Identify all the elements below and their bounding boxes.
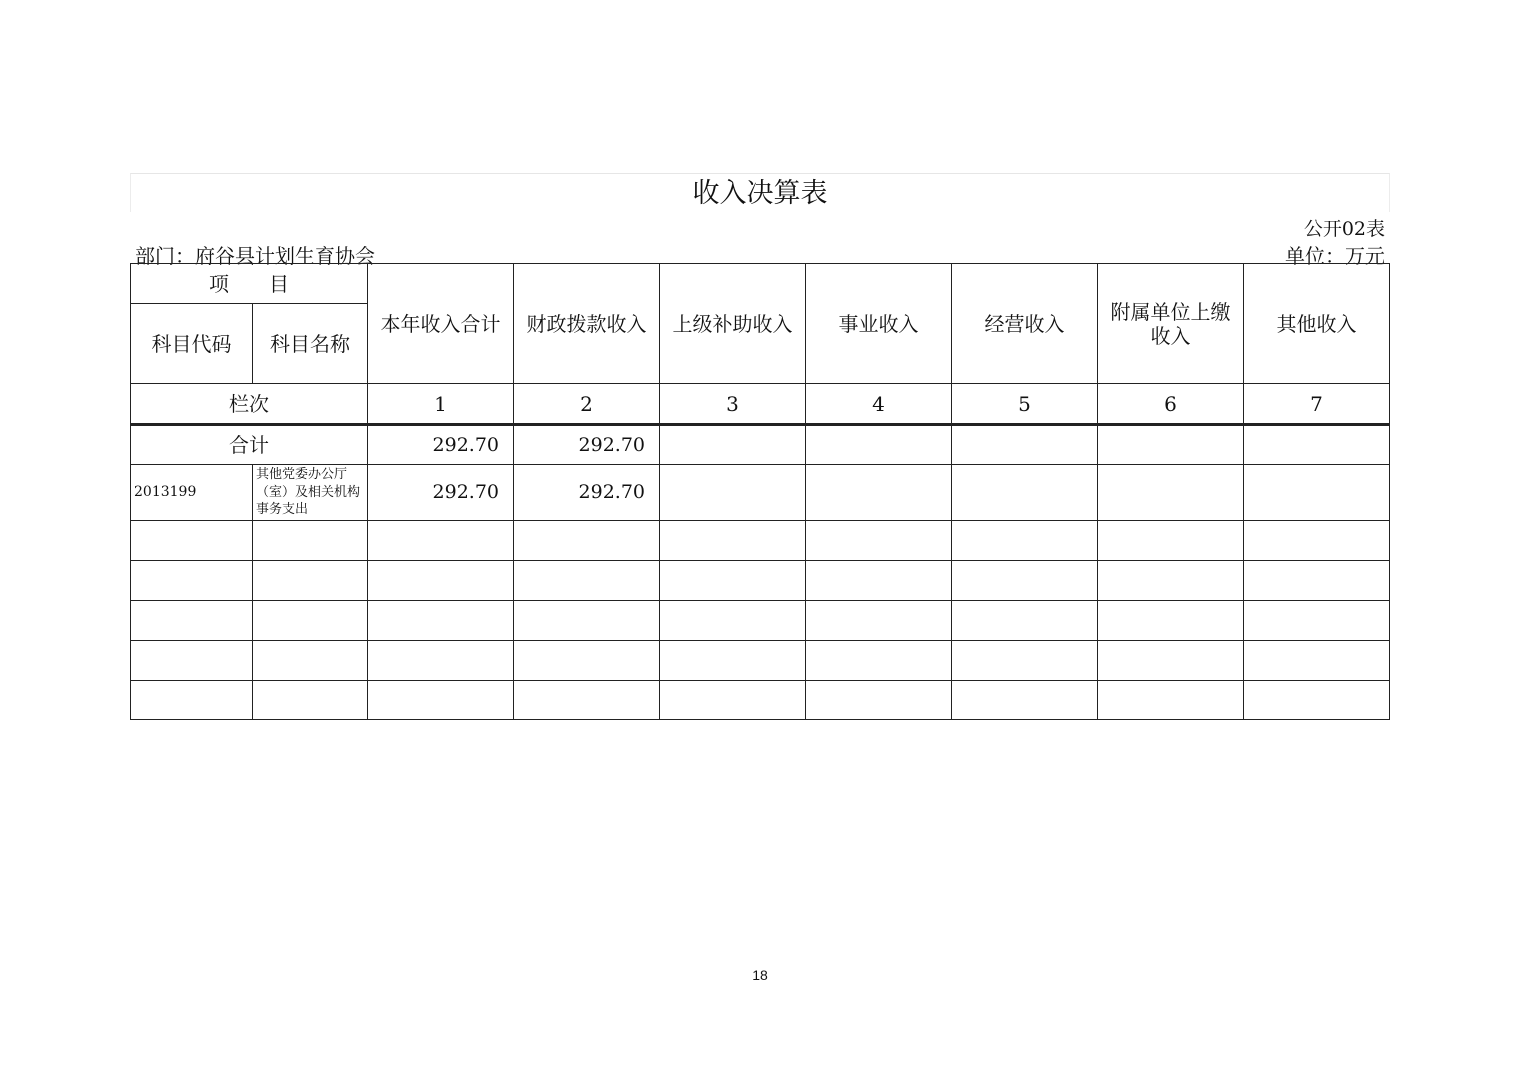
table-row bbox=[131, 601, 1390, 641]
row-value bbox=[368, 601, 514, 641]
header-col-superior-subsidy: 上级补助收入 bbox=[660, 264, 806, 384]
row-value: 292.70 bbox=[514, 465, 660, 521]
subject-code: 2013199 bbox=[131, 465, 253, 521]
row-value bbox=[1098, 681, 1244, 720]
row-value bbox=[1098, 601, 1244, 641]
table-row bbox=[131, 521, 1390, 561]
row-value bbox=[1244, 465, 1390, 521]
header-col-operating: 经营收入 bbox=[952, 264, 1098, 384]
row-value bbox=[368, 641, 514, 681]
column-index: 7 bbox=[1244, 384, 1390, 425]
subject-code bbox=[131, 681, 253, 720]
total-value bbox=[952, 425, 1098, 465]
row-value bbox=[514, 641, 660, 681]
subject-name: 其他党委办公厅（室）及相关机构事务支出 bbox=[253, 465, 368, 521]
row-value bbox=[660, 641, 806, 681]
row-value bbox=[660, 465, 806, 521]
row-value bbox=[514, 521, 660, 561]
total-label: 合计 bbox=[131, 425, 368, 465]
row-value bbox=[660, 561, 806, 601]
table-row bbox=[131, 561, 1390, 601]
row-value bbox=[368, 561, 514, 601]
column-index: 4 bbox=[806, 384, 952, 425]
unit-label: 单位：万元 bbox=[1285, 244, 1385, 268]
subject-name bbox=[253, 641, 368, 681]
report-title: 收入决算表 bbox=[130, 173, 1390, 212]
row-value bbox=[1098, 561, 1244, 601]
table-row bbox=[131, 681, 1390, 720]
header-col-business: 事业收入 bbox=[806, 264, 952, 384]
subject-code bbox=[131, 641, 253, 681]
row-value bbox=[514, 681, 660, 720]
row-value bbox=[806, 681, 952, 720]
subject-name bbox=[253, 521, 368, 561]
header-col-total: 本年收入合计 bbox=[368, 264, 514, 384]
row-value bbox=[1244, 561, 1390, 601]
row-value: 292.70 bbox=[368, 465, 514, 521]
row-value bbox=[806, 521, 952, 561]
header-col-other: 其他收入 bbox=[1244, 264, 1390, 384]
total-value bbox=[806, 425, 952, 465]
row-value bbox=[952, 601, 1098, 641]
row-value bbox=[952, 521, 1098, 561]
row-value bbox=[660, 521, 806, 561]
total-value bbox=[1244, 425, 1390, 465]
row-value bbox=[514, 601, 660, 641]
column-index: 5 bbox=[952, 384, 1098, 425]
row-value bbox=[1244, 681, 1390, 720]
row-value bbox=[952, 681, 1098, 720]
row-value bbox=[660, 601, 806, 641]
row-value bbox=[952, 561, 1098, 601]
subject-name bbox=[253, 681, 368, 720]
header-col-affiliated: 附属单位上缴收入 bbox=[1098, 264, 1244, 384]
total-value bbox=[1098, 425, 1244, 465]
table-row bbox=[131, 465, 1390, 521]
subject-code bbox=[131, 561, 253, 601]
subject-code bbox=[131, 521, 253, 561]
subject-name bbox=[253, 601, 368, 641]
row-value bbox=[952, 641, 1098, 681]
department-label: 部门：府谷县计划生育协会 bbox=[135, 244, 375, 268]
form-number: 公开02表 bbox=[1303, 218, 1385, 240]
total-value: 292.70 bbox=[368, 425, 514, 465]
header-item: 项 目 bbox=[131, 264, 368, 304]
page-number: 18 bbox=[752, 967, 768, 983]
subject-name bbox=[253, 561, 368, 601]
column-index-label: 栏次 bbox=[131, 384, 368, 425]
row-value bbox=[952, 465, 1098, 521]
subject-code bbox=[131, 601, 253, 641]
row-value bbox=[1098, 641, 1244, 681]
row-value bbox=[806, 641, 952, 681]
row-value bbox=[806, 465, 952, 521]
row-value bbox=[1244, 521, 1390, 561]
row-value bbox=[806, 561, 952, 601]
column-index: 1 bbox=[368, 384, 514, 425]
row-value bbox=[368, 681, 514, 720]
row-value bbox=[1244, 641, 1390, 681]
column-index: 6 bbox=[1098, 384, 1244, 425]
row-value bbox=[660, 681, 806, 720]
income-table bbox=[130, 263, 1390, 720]
column-index: 3 bbox=[660, 384, 806, 425]
row-value bbox=[368, 521, 514, 561]
row-value bbox=[1098, 465, 1244, 521]
header-name: 科目名称 bbox=[253, 304, 368, 384]
table-row bbox=[131, 641, 1390, 681]
total-value bbox=[660, 425, 806, 465]
row-value bbox=[1098, 521, 1244, 561]
total-value: 292.70 bbox=[514, 425, 660, 465]
row-value bbox=[514, 561, 660, 601]
column-index: 2 bbox=[514, 384, 660, 425]
header-code: 科目代码 bbox=[131, 304, 253, 384]
row-value bbox=[1244, 601, 1390, 641]
row-value bbox=[806, 601, 952, 641]
header-col-fiscal: 财政拨款收入 bbox=[514, 264, 660, 384]
